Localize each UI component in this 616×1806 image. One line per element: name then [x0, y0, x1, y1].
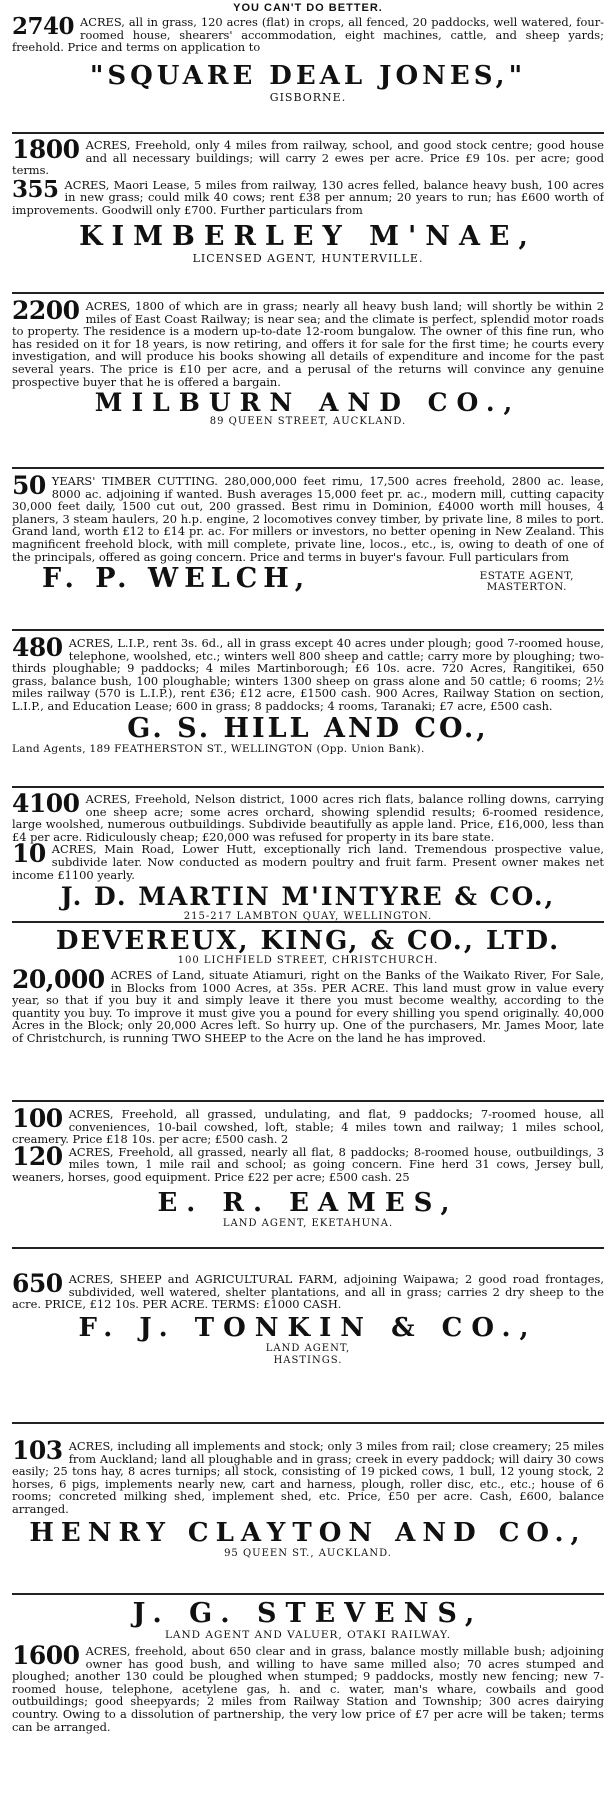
- agent-name: J. G. STEVENS,: [132, 1598, 484, 1629]
- ad-kimberley-mnae: [12, 134, 604, 294]
- ad-gs-hill: [12, 631, 604, 788]
- ad-text: ACRES, freehold, about 650 clear and in grass, balance mostly millable bush; adjoining owner has good bush, and willing to have same milled also; 70 acres stumped and ploughed; another 130 could be ploughed when stumped; 9 paddocks, mostly new fencing; new 7-roomed house, telephone, acetylene gas, h. and c. water, man's whare, cowbails and good outbuildings; good sheepyards; 2 miles from Railway Station and Township; 300 acres dairying country. Owing to a dissolution of partnership, the very low price of £7 per acre will be taken; terms can be arranged.: [12, 1644, 604, 1734]
- ad-henry-clayton: [12, 1432, 604, 1595]
- agent-location: GISBORNE.: [269, 90, 347, 104]
- acreage-number: 650: [12, 1269, 63, 1298]
- acreage-number: 103: [12, 1436, 63, 1465]
- ad-text: ACRES, SHEEP and AGRICULTURAL FARM, adjoining Waipawa; 2 good road frontages, subdivided, well watered, shelter plantations, and all in grass; carries 2 dry sheep to the acre. PRICE, £12 10s. PER ACRE. TERMS: £1000 CASH.: [12, 1272, 604, 1312]
- acreage-number: 1800: [12, 135, 80, 164]
- ad-text: ACRES, L.I.P., rent 3s. 6d., all in grass except 40 acres under plough; good 7-roomed house, telephone, woolshed, etc.; winters well 800 sheep and cattle; carry more by ploughing; two-thirds ploughable; 9 paddocks; 4 miles Martinborough; £6 10s. acre. 720 Acres, Rangitikei, 650 grass, balance bush, 100 ploughable; winters 1300 sheep on grass alone and 50 cattle; 6 rooms; 2½ miles railway (570 is L.I.P.), rent £36; £12 acre, £1500 cash. 900 Acres, Railway Station on section, L.I.P., and Education Lease; 600 in grass; 8 paddocks; 4 rooms, Taranaki; £7 acre, £500 cash.: [12, 636, 604, 713]
- agent-location: MASTERTON.: [486, 581, 567, 594]
- agent-location: LAND AGENT, EKETAHUNA.: [222, 1217, 394, 1229]
- acreage-number: 120: [12, 1141, 63, 1171]
- ad-fj-tonkin: [12, 1267, 604, 1424]
- agent-name: MILBURN AND CO.,: [94, 388, 522, 418]
- acreage-number: 4100: [12, 789, 80, 818]
- ad-text: YEARS' TIMBER CUTTING. 280,000,000 feet rimu, 17,500 acres freehold, 2800 ac. lease, 8000 ac. adjoining if wanted. Bush averages 15,000 feet pr. ac., modern mill, cutting capacity 30,000 feet daily, 1500 cut out, 200 grassed. Best rimu in Dominion, £4000 worth mill houses, 4 planers, 3 steam haulers, 20 h.p. engine, 2 locomotives convey timber, by private line, 8 miles to port. Grand land, worth £12 to £14 pr. ac. For millers or investors, no better opening in New Zealand. This magnificent freehold block, with mill complete, private line, locos., etc., is, owing to death of one of the principals, offered as going concern. Price and terms in buyer's favour. Full particulars from: [12, 474, 604, 564]
- ad-text: ACRES, Freehold, Nelson district, 1000 acres rich flats, balance rolling downs, carrying one sheep acre; some acres orchard, showing splendid results; 6-roomed residence, large woolshed, numerous outbuildings. Subdivide beautifully as apple land. Price, £16,000, less than £4 per acre. Ridiculously cheap; £20,000 was refused for property in its bare state.: [12, 792, 604, 844]
- agent-location: 215-217 LAMBTON QUAY, WELLINGTON.: [183, 911, 433, 923]
- ad-text: ACRES, Freehold, only 4 miles from railway, school, and good stock centre; good house and all necessary buildings; will carry 2 ewes per acre. Price £9 10s. per acre; good terms.: [12, 138, 604, 178]
- ad-milburn: [12, 294, 604, 469]
- acreage-number: 355: [12, 175, 59, 203]
- agent-title: ESTATE AGENT,: [479, 570, 574, 583]
- acreage-number: 20,000: [12, 965, 105, 994]
- acreage-number: 2740: [12, 13, 75, 40]
- ad-fp-welch: [12, 469, 604, 631]
- ad-text: ACRES, Main Road, Lower Hutt, exceptionally rich land. Tremendous prospective value, subdivide later. Now conducted as modern poultry and fruit farm. Present owner makes net income £1100 yearly.: [12, 842, 604, 882]
- ad-text: ACRES of Land, situate Atiamuri, right on the Banks of the Waikato River, For Sale, in Blocks from 1000 Acres, at 35s. PER ACRE. This land must grow in value every year, so that if you buy it and simply leave it there you must become wealthy, according to the quantity you buy. To improve it must give you a pound for every shilling you spend originally. 40,000 Acres in the Block; only 20,000 Acres left. So hurry up. One of the purchasers, Mr. James Moor, late of Christchurch, is running TWO SHEEP to the Acre on the land he has improved.: [12, 968, 604, 1045]
- ad-er-eames: [12, 1102, 604, 1249]
- agent-location: Land Agents, 189 FEATHERSTON ST., WELLINGTON (Opp. Union Bank).: [12, 742, 425, 755]
- ad-text: ACRES, all in grass, 120 acres (flat) in crops, all fenced, 20 paddocks, well watered, four-roomed house, shearers' accommodation, eight machines, cattle, and sheep yards; freehold. Price and terms on application to: [12, 15, 604, 55]
- ad-text: ACRES, Freehold, all grassed, undulating, and flat, 9 paddocks; 7-roomed house, all conveniences, 10-bail cowshed, loft, stable; 4 miles town and railway; 1 miles school, creamery. Price £18 10s. per acre; £500 cash. 2: [12, 1107, 604, 1147]
- advertisement-column: [12, 0, 604, 1806]
- acreage-number: 1600: [12, 1641, 80, 1670]
- ad-text: ACRES, Freehold, all grassed, nearly all flat, 8 paddocks; 8-roomed house, outbuildings, 3 miles town, 1 mile rail and school; as going concern. Fine herd 31 cows, Jersey bull, weaners, horses, good equipment. Price £22 per acre; £500 cash. 25: [12, 1144, 604, 1184]
- ad-text: ACRES, including all implements and stock; only 3 miles from rail; close creamery; 25 miles from Auckland; land all ploughable and in grass; creek in every paddock; will dairy 30 cows easily; 25 tons hay, 8 acres turnips; all stock, consisting of 19 picked cows, 1 bull, 12 young stock, 2 horses, 6 pigs, implements nearly new, cart and harness, plough, roller disc, etc., etc.; house of 6 rooms; concreted milking shed, implement shed, etc. Price, £50 per acre. Cash, £600, balance arranged.: [12, 1439, 604, 1516]
- ad-devereux-king: [12, 923, 604, 1102]
- ad-heading: YOU CAN'T DO BETTER.: [233, 2, 383, 14]
- agent-location: 95 QUEEN ST., AUCKLAND.: [224, 1547, 392, 1559]
- agent-name: KIMBERLEY M'NAE,: [79, 220, 537, 252]
- ad-square-deal-jones: [12, 0, 604, 134]
- ad-martin-mcintyre: [12, 788, 604, 923]
- agent-name: F. J. TONKIN & CO.,: [78, 1312, 538, 1343]
- acreage-number: 480: [12, 633, 63, 662]
- agent-name: DEVEREUX, KING, & CO., LTD.: [55, 926, 561, 956]
- agent-location: 100 LICHFIELD STREET, CHRISTCHURCH.: [177, 955, 439, 966]
- agent-name: F. P. WELCH,: [42, 563, 311, 595]
- agent-name: E. R. EAMES,: [157, 1187, 459, 1218]
- agent-location: 89 QUEEN STREET, AUCKLAND.: [209, 416, 407, 428]
- acreage-number: 10: [12, 839, 46, 869]
- ad-text: ACRES, 1800 of which are in grass; nearly all heavy bush land; will shortly be within 2 miles of East Coast Railway; is near sea; and the climate is perfect, splendid motor roads to property. The residence is a modern up-to-date 12-room bungalow. The owner of this fine run, who has resided on it for 18 years, is now retiring, and offers it for sale for the first time; he courts every investigation, and will produce his books showing all details of expenditure and income for the past several years. The price is £10 per acre, and a perusal of the returns will convince any genuine prospective buyer that he is offered a bargain.: [12, 299, 604, 389]
- acreage-number: 2200: [12, 296, 80, 325]
- acreage-number: 50: [12, 471, 46, 500]
- ad-text: ACRES, Maori Lease, 5 miles from railway, 130 acres felled, balance heavy bush, 100 acres in new grass; could milk 40 cows; rent £38 per annum; 20 years to run; has £600 worth of improvements. Goodwill only £700. Further particulars from: [12, 177, 604, 217]
- agent-title: LAND AGENT AND VALUER, OTAKI RAILWAY.: [164, 1629, 452, 1641]
- agent-location: LICENSED AGENT, HUNTERVILLE.: [192, 251, 424, 265]
- agent-title: LAND AGENT,: [265, 1342, 351, 1354]
- agent-name: HENRY CLAYTON AND CO.,: [29, 1517, 587, 1548]
- agent-location: HASTINGS.: [273, 1354, 343, 1366]
- acreage-number: 100: [12, 1104, 63, 1133]
- ad-jg-stevens: [12, 1595, 604, 1806]
- agent-name: J. D. MARTIN M'INTYRE & CO.,: [60, 882, 556, 912]
- agent-name: "SQUARE DEAL JONES,": [89, 60, 527, 91]
- agent-name: G. S. HILL AND CO.,: [127, 712, 489, 744]
